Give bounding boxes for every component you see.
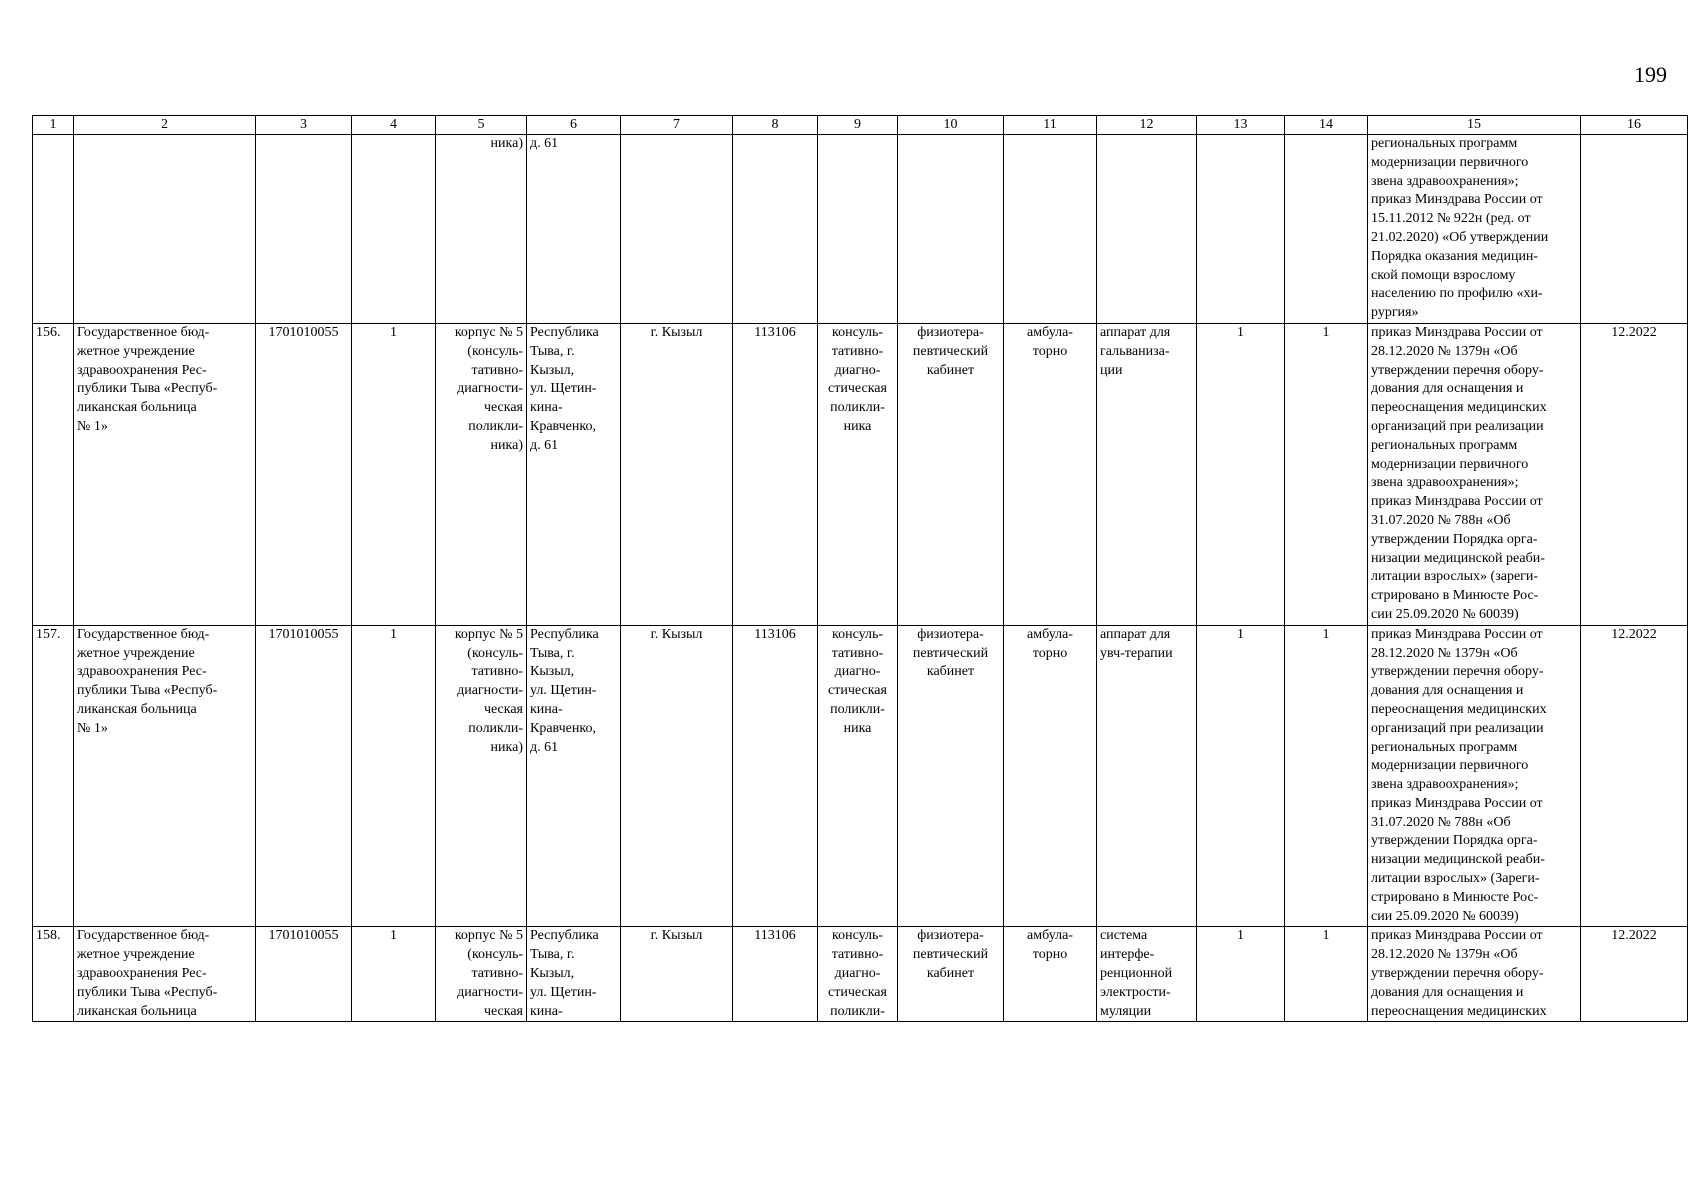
date-cell	[1581, 135, 1688, 324]
row-number-cell: 157.	[33, 625, 74, 927]
column-header: 6	[527, 116, 621, 135]
table-row	[33, 135, 1688, 324]
building-cell: корпус № 5 (консуль- тативно- диагности- ческая поликли- ника)	[436, 323, 527, 625]
city-cell: г. Кызыл	[621, 927, 733, 1022]
zip-cell	[733, 135, 818, 324]
mode-cell: амбула- торно	[1004, 927, 1097, 1022]
room-cell: физиотера- певтический кабинет	[898, 323, 1004, 625]
table-row	[33, 323, 1688, 625]
quantity-cell: 1	[352, 927, 436, 1022]
basis-cell: приказ Минздрава России от 28.12.2020 № 1379н «Об утверждении перечня обору- дования для оснащения и переоснащения медицинских	[1368, 927, 1581, 1022]
column-header: 9	[818, 116, 898, 135]
code-cell: 1701010055	[256, 625, 352, 927]
column-header: 7	[621, 116, 733, 135]
address-cell: Республика Тыва, г. Кызыл, ул. Щетин- кина-	[527, 927, 621, 1022]
zip-cell: 113106	[733, 927, 818, 1022]
room-cell: физиотера- певтический кабинет	[898, 927, 1004, 1022]
zip-cell: 113106	[733, 625, 818, 927]
address-cell: Республика Тыва, г. Кызыл, ул. Щетин- кина- Кравченко, д. 61	[527, 323, 621, 625]
column-13-cell: 1	[1197, 625, 1285, 927]
organization-cell: Государственное бюд- жетное учреждение здравоохранения Рес- публики Тыва «Респуб- ликанская больница	[74, 927, 256, 1022]
code-cell: 1701010055	[256, 927, 352, 1022]
organization-cell	[74, 135, 256, 324]
mode-cell: амбула- торно	[1004, 625, 1097, 927]
building-cell: корпус № 5 (консуль- тативно- диагности- ческая поликли- ника)	[436, 625, 527, 927]
row-number-cell	[33, 135, 74, 324]
row-number-cell: 158.	[33, 927, 74, 1022]
column-13-cell: 1	[1197, 927, 1285, 1022]
column-header: 14	[1285, 116, 1368, 135]
column-header: 16	[1581, 116, 1688, 135]
zip-cell: 113106	[733, 323, 818, 625]
building-cell: ника)	[436, 135, 527, 324]
column-13-cell: 1	[1197, 323, 1285, 625]
column-header: 11	[1004, 116, 1097, 135]
date-cell: 12.2022	[1581, 323, 1688, 625]
row-number-cell: 156.	[33, 323, 74, 625]
mode-cell: амбула- торно	[1004, 323, 1097, 625]
basis-cell: приказ Минздрава России от 28.12.2020 № 1379н «Об утверждении перечня обору- дования для оснащения и переоснащения медицинских организаций при реализации региональных программ модернизации первичного звена здравоохранения»; приказ Минздрава России от 31.07.2020 № 788н «Об утверждении Порядка орга- низации медицинской реаби- литации взрослых» (зареги- стрировано в Минюсте Рос- сии 25.09.2020 № 60039)	[1368, 323, 1581, 625]
basis-cell: региональных программ модернизации первичного звена здравоохранения»; приказ Минздрава России от 15.11.2012 № 922н (ред. от 21.02.2020) «Об утверждении Порядка оказания медицин- ской помощи взрослому населению по профилю «хи- рургия»	[1368, 135, 1581, 324]
column-header: 2	[74, 116, 256, 135]
unit-cell: консуль- тативно- диагно- стическая поликли- ника	[818, 323, 898, 625]
column-14-cell: 1	[1285, 927, 1368, 1022]
table-row	[33, 625, 1688, 927]
address-cell: д. 61	[527, 135, 621, 324]
column-14-cell	[1285, 135, 1368, 324]
mode-cell	[1004, 135, 1097, 324]
organization-cell: Государственное бюд- жетное учреждение здравоохранения Рес- публики Тыва «Респуб- ликанская больница № 1»	[74, 625, 256, 927]
unit-cell: консуль- тативно- диагно- стическая поликли-	[818, 927, 898, 1022]
address-cell: Республика Тыва, г. Кызыл, ул. Щетин- кина- Кравченко, д. 61	[527, 625, 621, 927]
column-header: 10	[898, 116, 1004, 135]
date-cell: 12.2022	[1581, 625, 1688, 927]
code-cell	[256, 135, 352, 324]
date-cell: 12.2022	[1581, 927, 1688, 1022]
unit-cell	[818, 135, 898, 324]
code-cell: 1701010055	[256, 323, 352, 625]
room-cell: физиотера- певтический кабинет	[898, 625, 1004, 927]
equipment-cell	[1097, 135, 1197, 324]
quantity-cell: 1	[352, 323, 436, 625]
column-header: 3	[256, 116, 352, 135]
column-header: 13	[1197, 116, 1285, 135]
column-header: 15	[1368, 116, 1581, 135]
column-header: 5	[436, 116, 527, 135]
column-13-cell	[1197, 135, 1285, 324]
column-header: 12	[1097, 116, 1197, 135]
room-cell	[898, 135, 1004, 324]
city-cell: г. Кызыл	[621, 625, 733, 927]
city-cell	[621, 135, 733, 324]
equipment-table	[32, 115, 1688, 1022]
column-header: 8	[733, 116, 818, 135]
column-header: 1	[33, 116, 74, 135]
unit-cell: консуль- тативно- диагно- стическая поликли- ника	[818, 625, 898, 927]
header-row	[33, 116, 1688, 135]
basis-cell: приказ Минздрава России от 28.12.2020 № 1379н «Об утверждении перечня обору- дования для оснащения и переоснащения медицинских организаций при реализации региональных программ модернизации первичного звена здравоохранения»; приказ Минздрава России от 31.07.2020 № 788н «Об утверждении Порядка орга- низации медицинской реаби- литации взрослых» (Зареги- стрировано в Минюсте Рос- сии 25.09.2020 № 60039)	[1368, 625, 1581, 927]
equipment-cell: аппарат для гальваниза- ции	[1097, 323, 1197, 625]
quantity-cell: 1	[352, 625, 436, 927]
column-header: 4	[352, 116, 436, 135]
page-number: 199	[1634, 62, 1667, 87]
column-14-cell: 1	[1285, 323, 1368, 625]
equipment-cell: система интерфе- ренционной электрости- муляции	[1097, 927, 1197, 1022]
table-row	[33, 927, 1688, 1022]
city-cell: г. Кызыл	[621, 323, 733, 625]
quantity-cell	[352, 135, 436, 324]
organization-cell: Государственное бюд- жетное учреждение здравоохранения Рес- публики Тыва «Респуб- ликанская больница № 1»	[74, 323, 256, 625]
column-14-cell: 1	[1285, 625, 1368, 927]
building-cell: корпус № 5 (консуль- тативно- диагности- ческая	[436, 927, 527, 1022]
equipment-cell: аппарат для увч-терапии	[1097, 625, 1197, 927]
